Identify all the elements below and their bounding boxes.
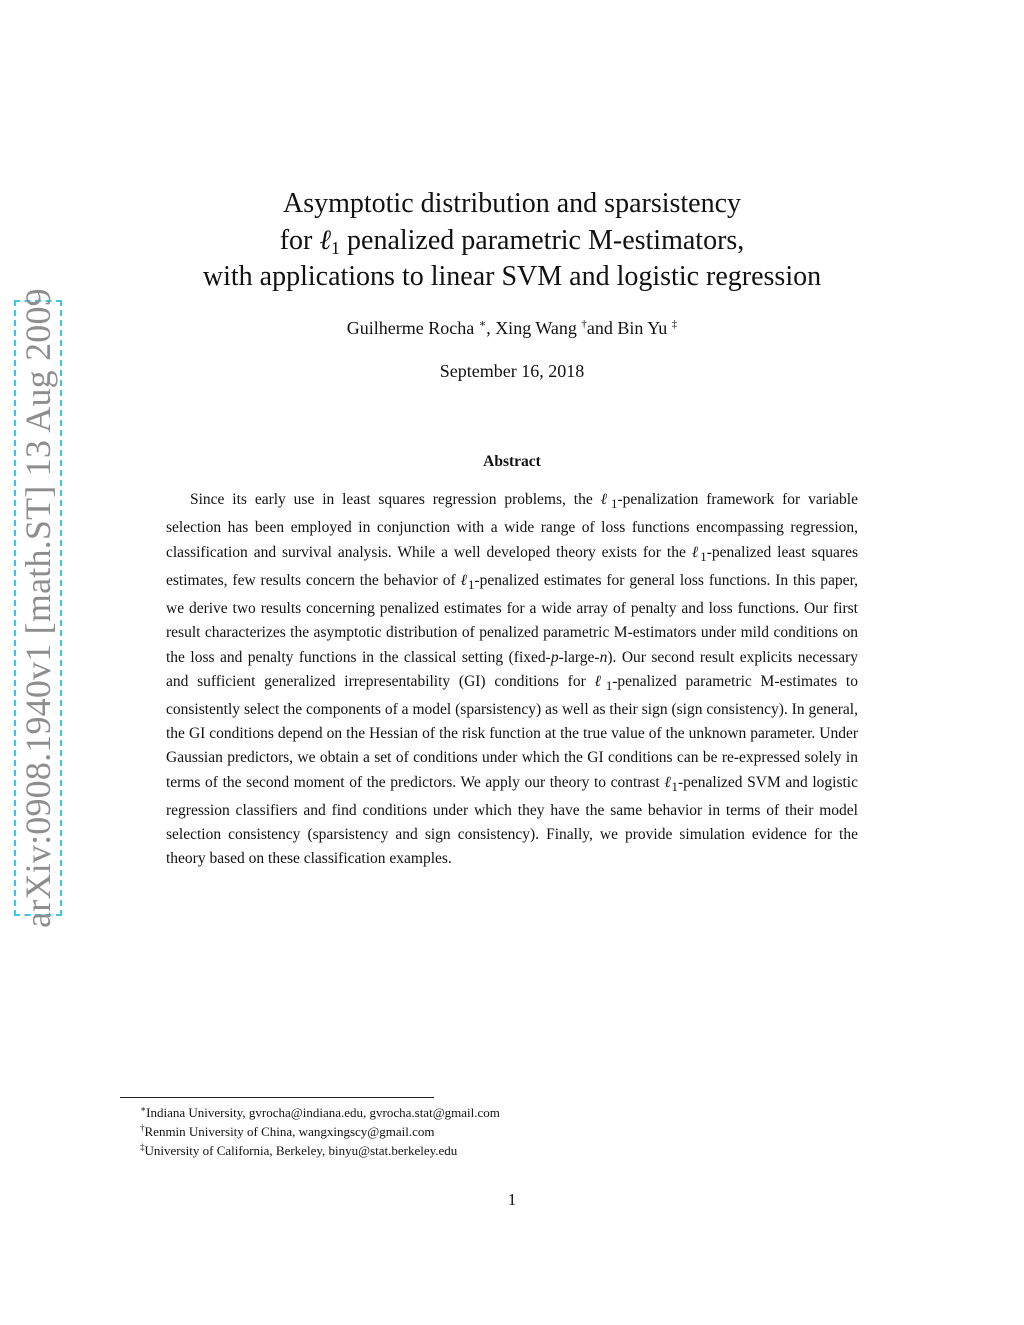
- page-number: 1: [507, 1190, 517, 1209]
- abstract-body: Since its early use in least squares regression problems, the ℓ$_1$-penalization framework for variable selection has been employed in conjunction with a wide range of loss functions encompassing regression, classification and survival analysis. While a well developed theory exists for the ℓ$_1$-penalized least squares estimates, few results concern the behavior of ℓ$_1$-penalized estimates for general loss functions. In this paper, we derive two results concerning penalized estimates for a wide array of penalty and loss functions. Our first result characterizes the asymptotic distribution of penalized parametric M-estimators under mild conditions on the loss and penalty functions in the classical setting (fixed-p-large-n). Our second result explicits necessary and sufficient generalized irrepresentability (GI) conditions for ℓ$_1$-penalized parametric M-estimates to consistently select the components of a model (sparsistency) as well as their sign (sign consistency). In general, the GI conditions depend on the Hessian of the risk function at the true value of the unknown parameter. Under Gaussian predictors, we obtain a set of conditions under which the GI conditions can be re-expressed solely in terms of the second moment of the predictors. We apply our theory to contrast ℓ$_1$-penalized SVM and logistic regression classifiers and find conditions under which they have the same behavior in terms of their model selection consistency (sparsistency and sign consistency). Finally, we provide simulation evidence for the theory based on these classification examples.: [166, 491, 858, 868]
- footnote-rule: [120, 1097, 434, 1098]
- abstract-heading: Abstract: [483, 453, 541, 470]
- arxiv-side-stamp: [14, 288, 62, 928]
- paper-date: September 16, 2018: [439, 361, 585, 381]
- footnotes: [140, 1103, 500, 1160]
- footnote-1: ∗Indiana University, gvrocha@indiana.edu, gvrocha.stat@gmail.com: [140, 1104, 500, 1120]
- ell-symbol: ℓ: [319, 224, 332, 256]
- title-line-3: with applications to linear SVM and logistic regression: [202, 261, 822, 292]
- footnote-3: ‡University of California, Berkeley, binyu@stat.berkeley.edu: [140, 1142, 458, 1158]
- paper-title: [0, 186, 1024, 296]
- footnote-2: †Renmin University of China, wangxingscy@gmail.com: [140, 1123, 435, 1139]
- title-line-2: for ℓ$_1$ penalized parametric M-estimators,: [279, 224, 745, 258]
- arxiv-identifier: arXiv:0908.1940v1 [math.ST] 13 Aug 2009: [18, 288, 58, 928]
- title-line-1: Asymptotic distribution and sparsistency: [282, 188, 742, 219]
- author-list: Guilherme Rocha ∗, Xing Wang †and Bin Yu ‡: [346, 318, 678, 338]
